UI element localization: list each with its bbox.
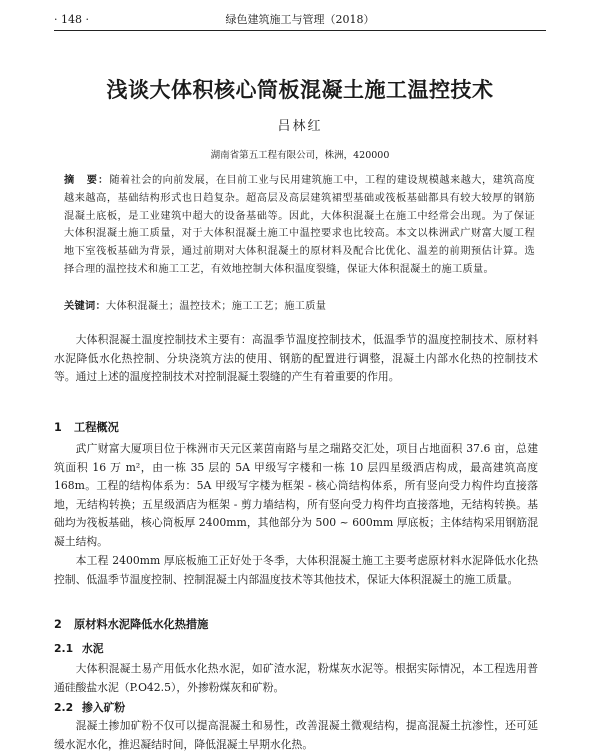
section-1-heading [54,420,119,436]
subsection-2-1-title: 水泥 [82,642,104,655]
subsection-2-1-paragraph: 大体积混凝土易产用低水化热水泥，如矿渣水泥，粉煤灰水泥等。根据实际情况，本工程选用普通硅酸盐水泥（P.O42.5），外掺粉煤灰和矿粉。 [54,662,538,694]
subsection-2-2-paragraph: 混凝土掺加矿粉不仅可以提高混凝土和易性，改善混凝土微观结构，提高混凝土抗渗性，还可延缓水泥水化，推迟凝结时间，降低混凝土早期水化热。 [54,719,538,751]
subsection-2-2-title: 掺入矿粉 [82,701,126,714]
page-number: · 148 · [54,13,89,26]
keywords-text: 大体积混凝土；温控技术；施工工艺；施工质量 [105,301,327,312]
section-2-number: 2 [54,618,62,631]
subsection-2-1-heading [54,641,104,657]
section-1-paragraph-1: 武广财富大厦项目位于株洲市天元区莱茵南路与星之瑞路交汇处，项目占地面积 37.6 亩，总建筑面积 16 万 m²，由一栋 35 层的 5A 甲级写字楼和一栋 10 层四星级酒店构成，最高建筑高度 168m。工程的结构体系为：5A 甲级写字楼为框架 - 核心筒结构体系，所有竖向受力构件均直接落地，无结构转换；五星级酒店为框架 - 剪力墙结构，所有竖向受力构件均直接落地，无结构转换。基础均为筏板基础，核心筒板厚 2400mm，其他部分为 500 ~ 600mm 厚底板；主体结构采用钢筋混凝土结构。 [54,442,538,548]
section-1-title: 工程概况 [74,421,119,434]
subsection-2-1-number: 2.1 [54,642,74,655]
section-1-paragraph-2: 本工程 2400mm 厚底板施工正好处于冬季，大体积混凝土施工主要考虑原材料水泥降低水化热控制、低温季节温度控制、控制混凝土内部温度技术等其他技术，保证大体积混凝土的施工质量。 [54,554,538,586]
subsection-2-2-heading [54,700,125,716]
section-2-title: 原材料水泥降低水化热措施 [74,618,209,631]
abstract [64,172,535,279]
intro-paragraph: 大体积混凝土温度控制技术主要有：高温季节温度控制技术，低温季节的温度控制技术、原材料水泥降低水化热控制、分块浇筑方法的使用、钢筋的配置进行调整，混凝土内部水化热的控制技术等。通过上述的温度控制技术对控制混凝土裂缝的产生有着重要的作用。 [54,333,538,384]
keywords [64,299,535,315]
keywords-label: 关键词： [64,301,106,312]
journal-name: 绿色建筑施工与管理（2018） [225,13,375,26]
section-2-heading [54,617,208,633]
author-affiliation: 湖南省第五工程有限公司，株洲，420000 [210,150,390,161]
abstract-label: 摘 要： [64,175,110,186]
running-header [54,12,546,31]
subsection-2-2-number: 2.2 [54,701,74,714]
abstract-text: 随着社会的向前发展，在目前工业与民用建筑施工中，工程的建设规模越来越大，建筑高度越来越高，基础结构形式也日趋复杂。超高层及高层建筑裙型基础或筏板基础都具有较大较厚的钢筋混凝土底板，是工业建筑中超大的设备基础等。因此，大体积混凝土在施工中经常会出现。为了保证大体积混凝土施工质量，对于大体积混凝土施工中温控要求也比较高。本文以株洲武广财富大厦工程地下室筏板基础为背景，通过前期对大体积混凝土的原材料及配合比优化、温差的前期预估计算。选择合理的温控技术和施工工艺，有效地控制大体积温度裂缝，保证大体积混凝土的施工质量。 [64,175,536,275]
author-name: 吕林红 [277,119,323,134]
section-1-number: 1 [54,421,62,434]
article-title: 浅谈大体积核心筒板混凝土施工温控技术 [106,78,494,102]
